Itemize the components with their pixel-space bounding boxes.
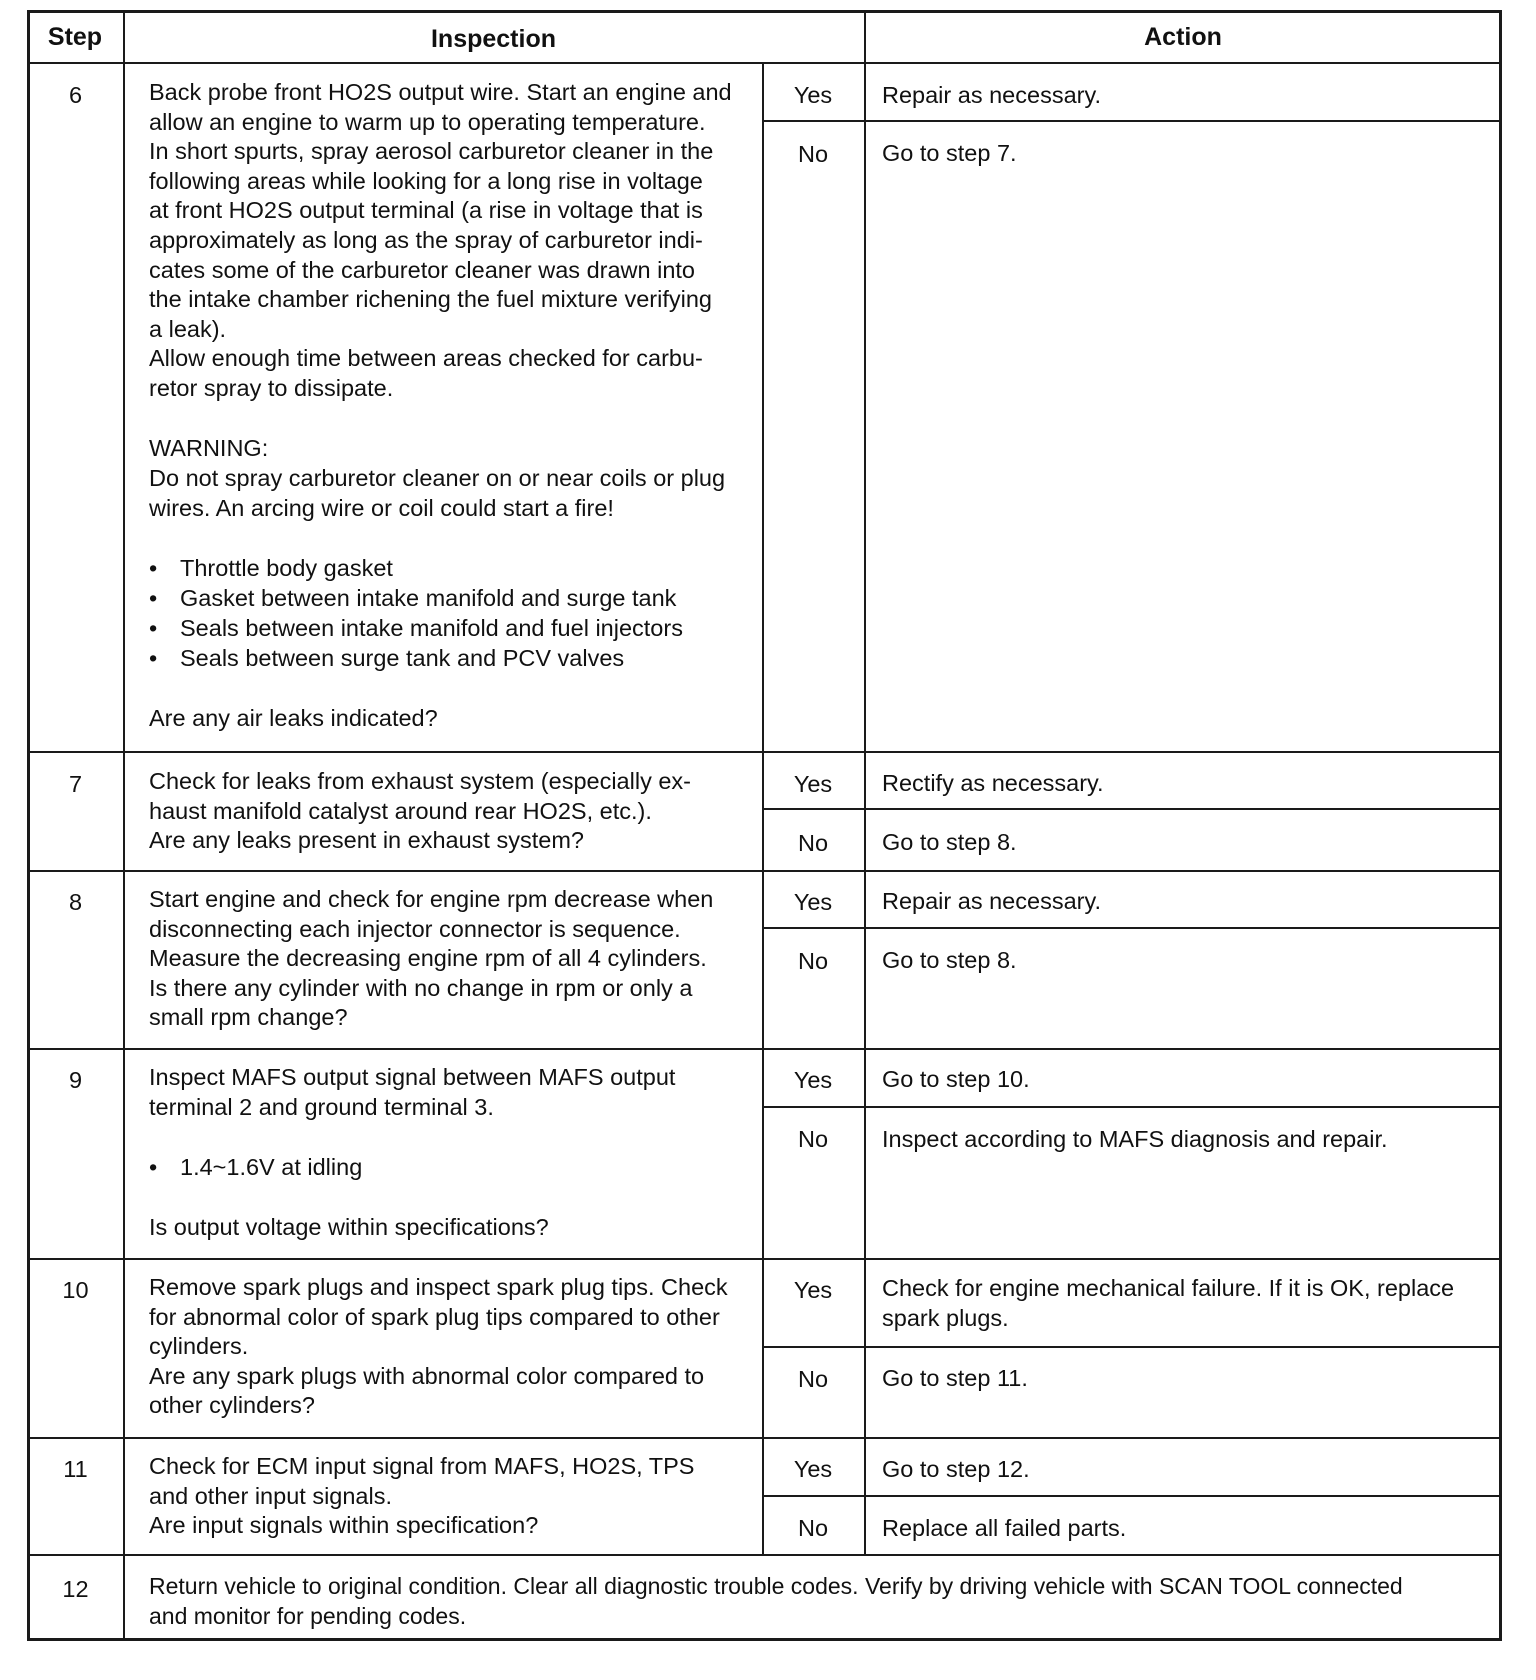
yes-no-divider [762,120,1502,122]
warning-text: Do not spray carburetor cleaner on or near coils or plug wires. An arcing wire or coil could start a fire! [149,465,726,521]
yes-action: Go to step 12. [882,1456,1030,1482]
no-action: Go to step 7. [882,140,1017,166]
row-divider [27,870,1502,872]
no-label: No [797,1366,829,1392]
no-label: No [797,1126,829,1152]
no-action: Go to step 11. [882,1365,1028,1391]
inspection-column-divider [762,62,764,1554]
diagnostic-table: Step Inspection Action 6 Back probe front HO2S output wire. Start an engine and allow an engine to warm up to operating temperature. In short spurts, spray aerosol carburetor cleaner in the following areas while looking for a long rise in voltage at front HO2S output terminal (a rise in voltage that is approximately as long as the spray of carburetor indi- cates some of the carburetor cleaner was drawn into the intake chamber richening the fuel mixture verifying a leak). Allow enough time between areas checked for carbu- retor spray to dissipate. WARNING: Do not spray carburetor cleaner on or near coils or plug wires. An arcing wire or coil could start a fire! • Throttle body gasket • Gasket between intake manifold and surge tank • Seals between intake manifold and fuel injectors • Seals between surge tank and PCV valves Are any air leaks indicated? Yes Repair as necessary. No Go to step 7. 7 Check for leaks from exhaust system (especially ex- haust manifold catalyst around rear HO2S, etc.). Are any leaks present in exhaust system? Yes Rectify as necessary. No Go to step 8. 8 Start engine and check for engine rpm decrease when disconnecting each injector connector is sequence. Measure the decreasing engine rpm of all 4 cylinders. Is there any cylinder with no change in rpm or only a small rpm change? Yes Repair as necessary. No Go to step 8. 9 Inspect MAFS output signal between MAFS output terminal 2 and ground terminal 3. • 1.4~1.6V at idling Is output voltage within specifications? Yes Go to step 10. No Inspect according to MAFS diagnosis and repair. 10 Remove spark plugs and inspect spark plug tips. Check for abnormal color of spark plug tips compared to other cylinders. Are any spark plugs with abnormal color compared to other cylinders? Yes Check for engine mechanical failure. If it is OK, replace spark plugs. No Go to step 11. 11 Check for ECM input signal from MAFS, HO2S, TPS and other input signals. Are input signals within specification? Yes Go to step 12. No Replace all failed parts. 12 Return vehicle to original condition. Clear all diagnostic trouble codes. Verify by driving vehicle with SCAN TOOL connected and monitor for pending codes. [27,10,1502,1641]
yes-no-divider [762,927,1502,929]
no-action: Replace all failed parts. [882,1515,1127,1541]
header-action: Action [1144,23,1222,51]
step-number: 12 [62,1576,89,1602]
yes-label: Yes [793,1067,833,1093]
row-divider [27,751,1502,753]
yes-action: Repair as necessary. [882,888,1101,914]
row-divider [27,1258,1502,1260]
step-number: 8 [68,889,83,915]
step-column-divider [123,10,125,1641]
row-divider [27,1048,1502,1050]
inspection-question: Are any air leaks indicated? [149,705,438,731]
no-label: No [797,830,829,856]
yes-label: Yes [793,82,833,108]
step-number: 7 [68,771,83,797]
inspection-text: Start engine and check for engine rpm decrease when disconnecting each injector connector is sequence. Measure the decreasing engine rpm of all 4 cylinders. Is there any cylinder with no change in rpm or only a small rpm change? [149,886,714,1031]
yes-label: Yes [793,771,833,797]
no-label: No [797,1515,829,1541]
row-divider [27,1437,1502,1439]
inspection-question: Is output voltage within specifications? [149,1214,549,1240]
step-number: 11 [63,1456,88,1482]
header-inspection: Inspection [430,25,556,53]
inspection-text: Check for leaks from exhaust system (especially ex- haust manifold catalyst around rear HO2S, etc.). Are any leaks present in exhaust system? [149,768,691,854]
inspection-text: Check for ECM input signal from MAFS, HO2S, TPS and other input signals. Are input signals within specification? [149,1453,695,1539]
no-label: No [797,948,829,974]
step-number: 10 [62,1277,89,1303]
step-number: 9 [68,1067,83,1093]
header-step: Step [47,23,103,51]
action-column-divider [864,10,866,1554]
inspection-text: Remove spark plugs and inspect spark plug tips. Check for abnormal color of spark plug tips compared to other cylinders. Are any spark plugs with abnormal color compared to other cylinders? [149,1274,728,1419]
warning-title: WARNING: [149,435,269,461]
inspection-text: Return vehicle to original condition. Clear all diagnostic trouble codes. Verify by driving vehicle with SCAN TOOL connected and monitor for pending codes. [149,1573,1403,1629]
no-action: Go to step 8. [882,829,1017,855]
yes-label: Yes [793,1277,833,1303]
yes-action: Check for engine mechanical failure. If it is OK, replace spark plugs. [882,1275,1455,1331]
yes-no-divider [762,1495,1502,1497]
inspection-text: Back probe front HO2S output wire. Start an engine and allow an engine to warm up to operating temperature. In short spurts, spray aerosol carburetor cleaner in the following areas while looking for a long rise in voltage at front HO2S output terminal (a rise in voltage that is approximately as long as the spray of carburetor indi- cates some of the carburetor cleaner was drawn into the intake chamber richening the fuel mixture verifying a leak). Allow enough time between areas checked for carbu- retor spray to dissipate. [149,79,732,401]
header-divider [27,62,1502,64]
inspection-text: Inspect MAFS output signal between MAFS output terminal 2 and ground terminal 3. [149,1064,676,1120]
yes-action: Go to step 10. [882,1066,1030,1092]
yes-label: Yes [793,889,833,915]
yes-label: Yes [793,1456,833,1482]
yes-no-divider [762,1346,1502,1348]
row-divider [27,1554,1502,1556]
yes-action: Repair as necessary. [882,82,1101,108]
yes-no-divider [762,808,1502,810]
no-action: Go to step 8. [882,947,1017,973]
no-label: No [797,141,829,167]
no-action: Inspect according to MAFS diagnosis and repair. [882,1126,1388,1152]
yes-action: Rectify as necessary. [882,770,1104,796]
step-number: 6 [68,82,83,108]
yes-no-divider [762,1106,1502,1108]
